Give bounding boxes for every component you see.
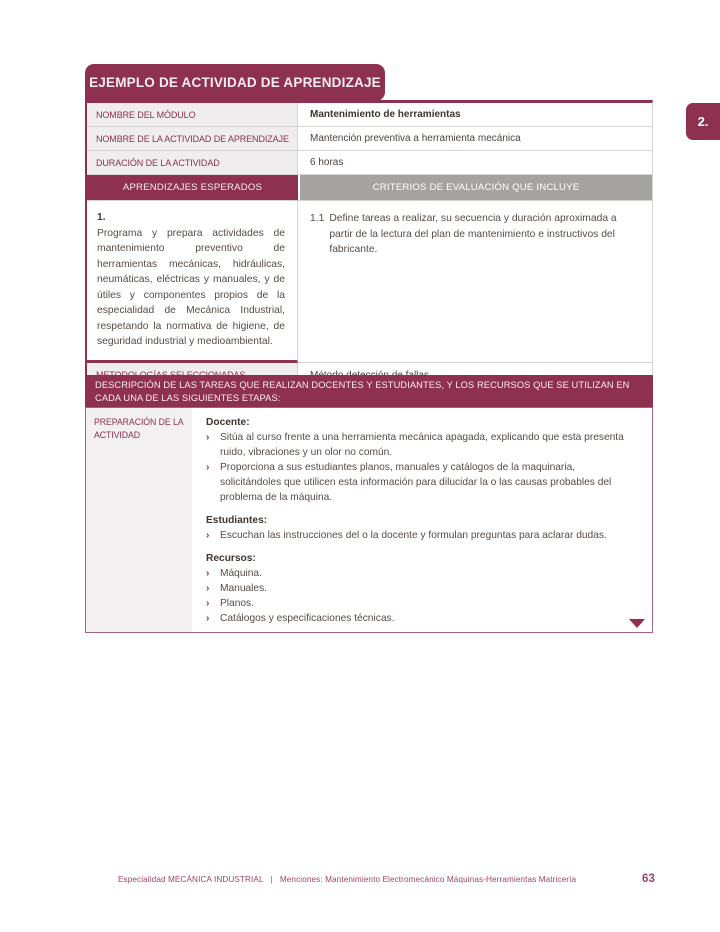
chapter-tab: 2. [686, 103, 720, 140]
description-band [85, 375, 653, 410]
module-name-value: Mantenimiento de herramientas [298, 103, 652, 126]
page-footer [118, 873, 655, 885]
footer-mentions: Menciones: Mantenimiento Electromecánico Máquinas-Herramientas Matricería [279, 875, 577, 884]
table-header-row [87, 175, 652, 201]
list-item [206, 566, 638, 581]
chevron-bullet-icon: › [206, 613, 210, 624]
duration-label: DURACIÓN DE LA ACTIVIDAD [87, 151, 298, 174]
list-item-text: Manuales. [220, 583, 268, 594]
evaluation-criteria-header: CRITERIOS DE EVALUACIÓN QUE INCLUYE [298, 175, 652, 200]
list-item-text: Proporciona a sus estudiantes planos, manuales y catálogos de la maquinaria, solicitándoles que utilicen esta información para dilucidar la o las causas probables del problema de la máquina. [220, 462, 612, 503]
list-item-text: Planos. [220, 598, 254, 609]
table-body-row [87, 201, 652, 363]
expected-learning-header: APRENDIZAJES ESPERADOS [87, 175, 298, 200]
page-number: 63 [642, 873, 655, 885]
module-name-label: NOMBRE DEL MÓDULO [87, 103, 298, 126]
duration-value: 6 horas [298, 151, 652, 174]
list-item [206, 528, 638, 543]
table-row [87, 127, 652, 151]
criterion-text: Define tareas a realizar, su secuencia y duración aproximada a partir de la lectura del plan de mantenimiento e instructivos del fabricante. [329, 213, 617, 255]
list-item [206, 611, 638, 626]
list-item [206, 596, 638, 611]
chevron-bullet-icon: › [206, 598, 210, 609]
resources-heading: Recursos: [206, 553, 256, 564]
preparation-section [85, 407, 653, 633]
chevron-bullet-icon: › [206, 568, 210, 579]
list-item [206, 430, 638, 460]
page-title: EJEMPLO DE ACTIVIDAD DE APRENDIZAJE [85, 64, 385, 101]
objective-text: Programa y prepara actividades de mantenimiento preventivo de herramientas mecánicas, hidráulicas, neumáticas, eléctricas y manuales, y de útiles y componentes propios de la especialidad de Mecánica Industrial, respetando la normativa de higiene, de seguridad industrial y medioambiental. [97, 227, 285, 347]
footer-specialty: Especialidad MECÁNICA INDUSTRIAL [118, 875, 264, 884]
list-item-text: Máquina. [220, 568, 262, 579]
chevron-bullet-icon: › [206, 530, 210, 541]
criterion-number: 1.1 [310, 213, 325, 224]
table-row [87, 103, 652, 127]
list-item-text: Escuchan las instrucciones del o la docente y formulan preguntas para aclarar dudas. [220, 530, 607, 541]
activity-name-label: NOMBRE DE LA ACTIVIDAD DE APRENDIZAJE [87, 127, 298, 150]
activity-name-value: Mantención preventiva a herramienta mecánica [298, 127, 652, 150]
footer-separator: | [270, 875, 273, 884]
chevron-bullet-icon: › [206, 432, 210, 443]
list-item-text: Catálogos y especificaciones técnicas. [220, 613, 395, 624]
objective-number: 1. [97, 212, 106, 223]
preparation-content [192, 408, 652, 632]
list-item [206, 581, 638, 596]
description-band-text: DESCRIPCIÓN DE LAS TAREAS QUE REALIZAN DOCENTES Y ESTUDIANTES, Y LOS RECURSOS QUE SE UTILIZAN EN CADA UNA DE LAS SIGUIENTES ETAPAS: [95, 380, 630, 403]
activity-table [85, 100, 653, 389]
chevron-bullet-icon: › [206, 583, 210, 594]
table-row [87, 151, 652, 175]
criterion-cell [298, 201, 652, 363]
learning-objective-cell [87, 201, 298, 363]
teacher-heading: Docente: [206, 417, 250, 428]
list-item-text: Sitúa al curso frente a una herramienta mecánica apagada, explicando que esta presenta ruido, vibraciones y un olor no común. [220, 432, 624, 458]
chevron-bullet-icon: › [206, 462, 210, 473]
continuation-arrow-icon [629, 619, 645, 628]
list-item [206, 460, 638, 505]
preparation-stage-label: PREPARACIÓN DE LA ACTIVIDAD [86, 408, 192, 632]
students-heading: Estudiantes: [206, 515, 268, 526]
